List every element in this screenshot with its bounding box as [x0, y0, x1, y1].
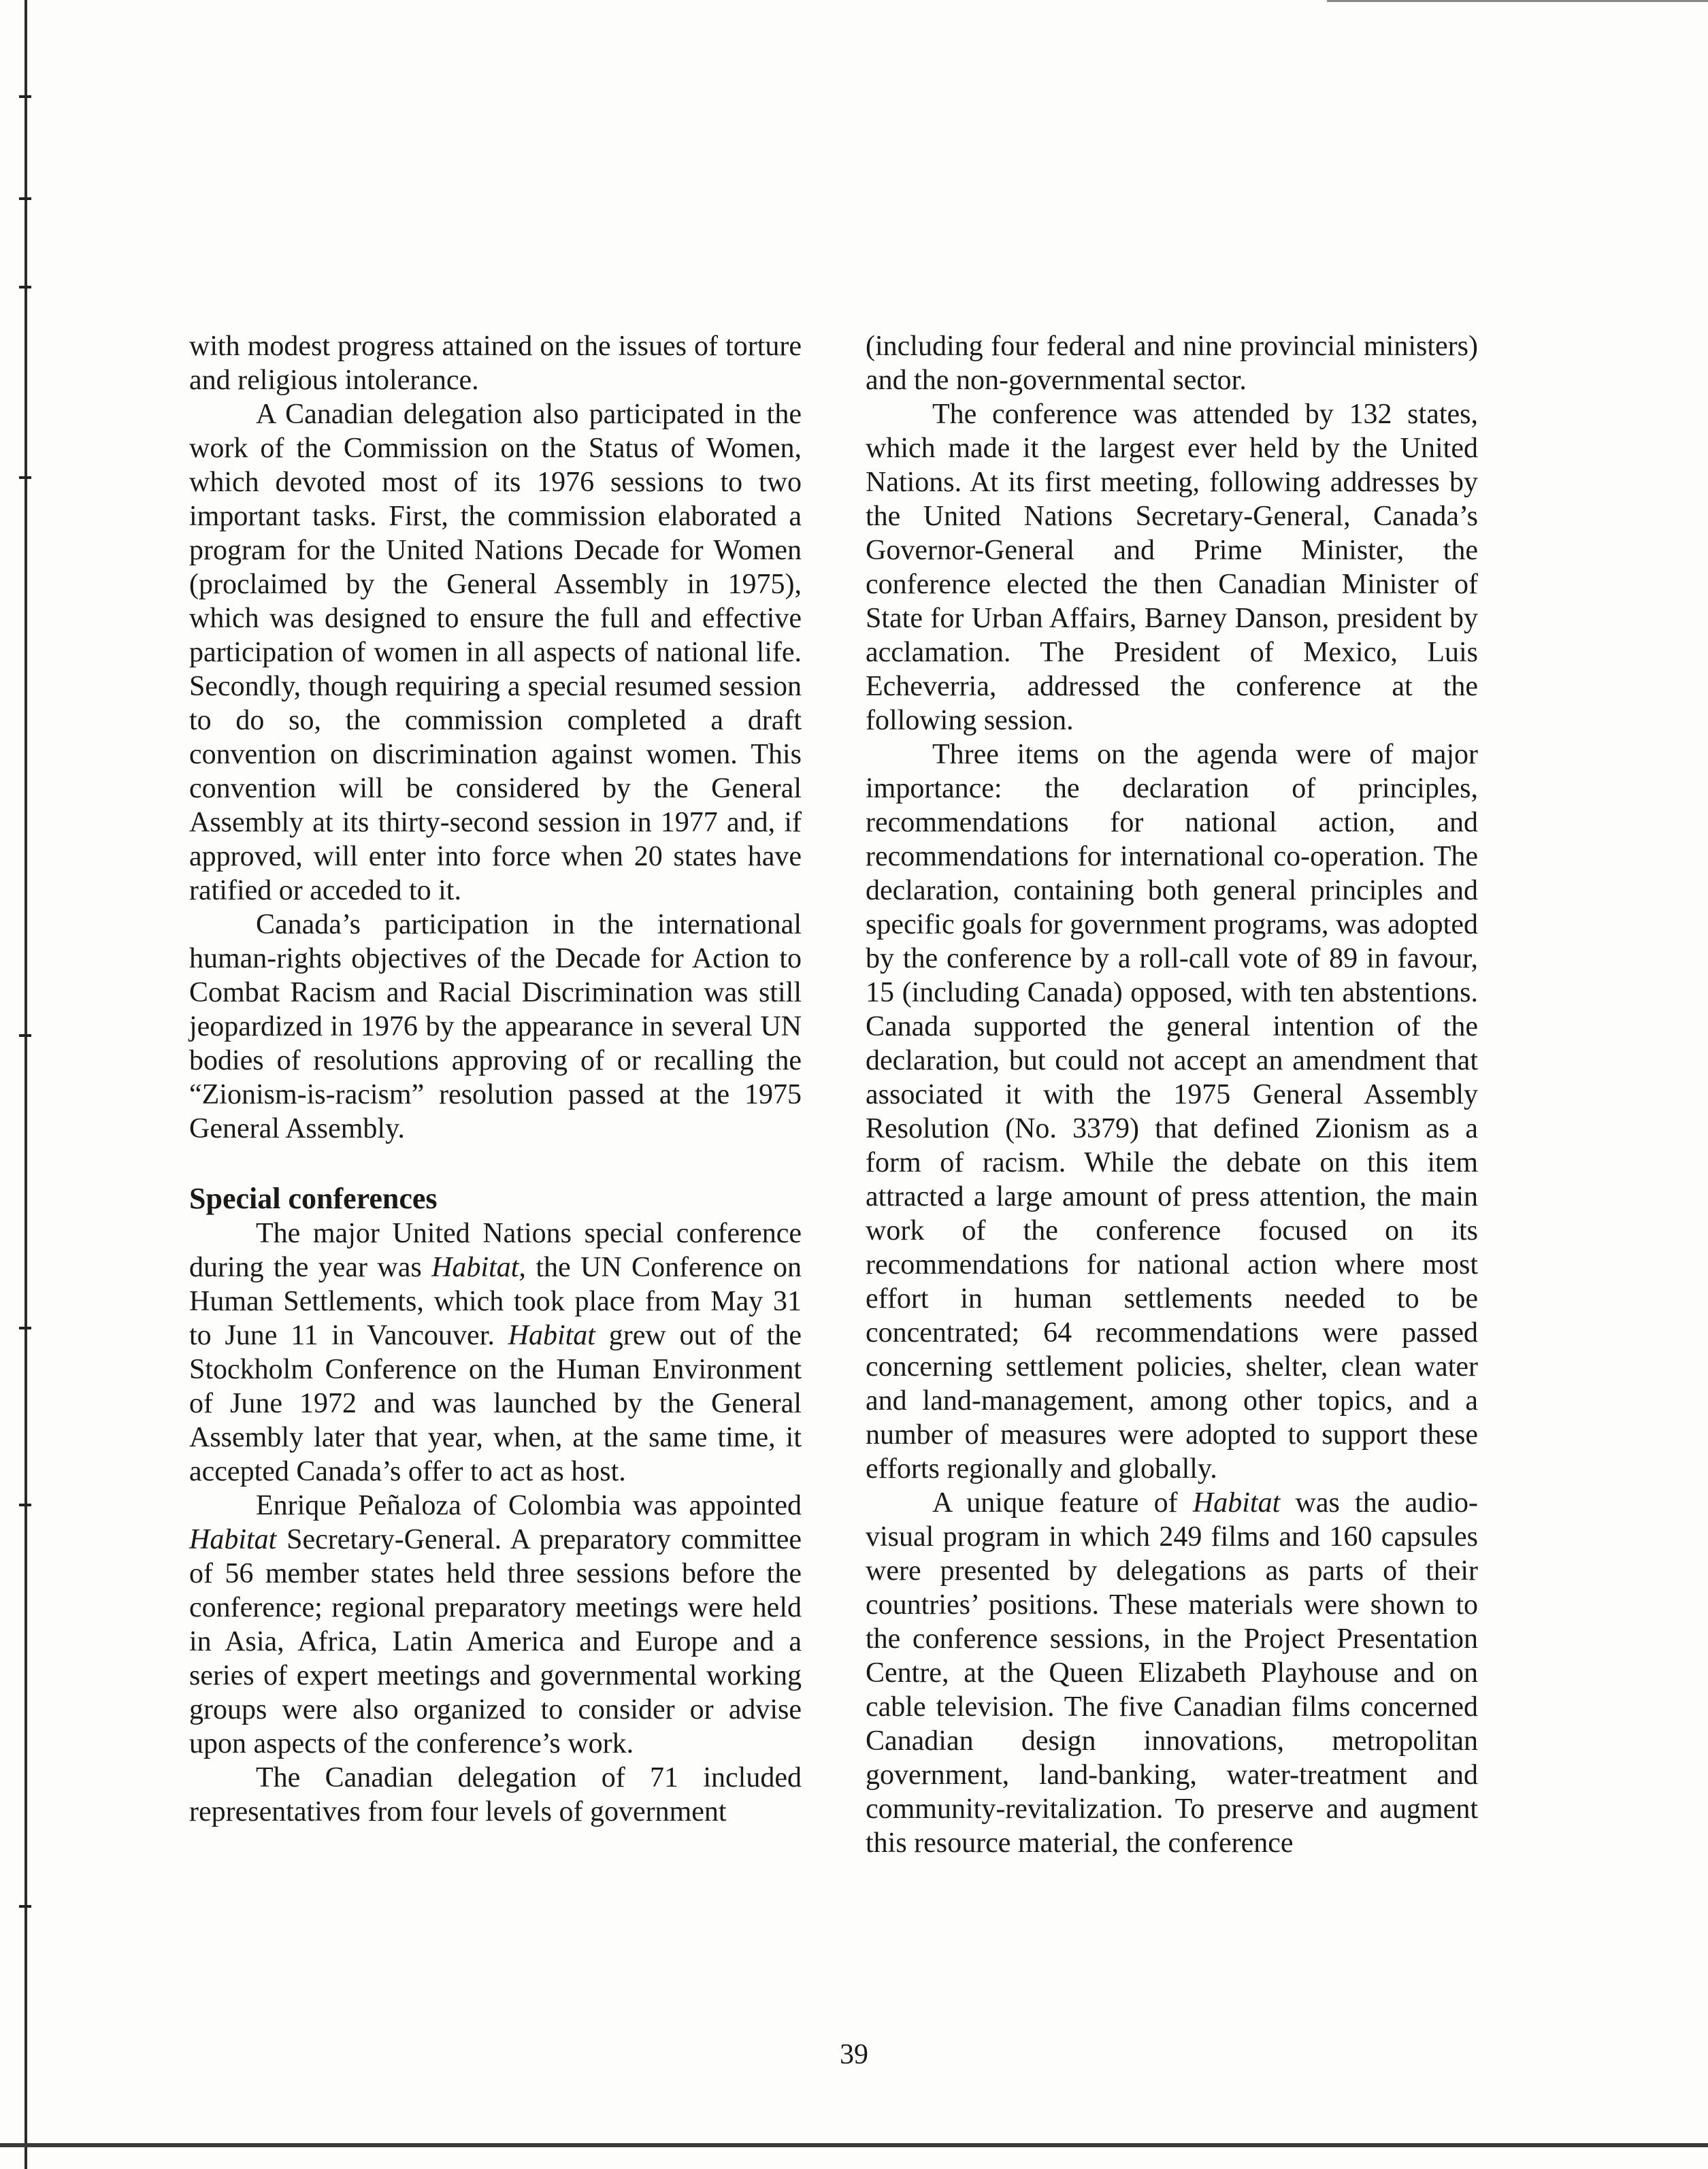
- text-run: Secretary-General. A preparatory committee of 56 member states held three sessions before the conference; regional preparatory meetings were held in Asia, Africa, Latin America and Europe and a series of expert meetings and governmental working groups were also organized to consider or advise upon aspects of the conference’s work.: [189, 1524, 802, 1759]
- text-run: The major United Nations special conference during the year was: [189, 1218, 802, 1283]
- text-run: A unique feature of: [932, 1487, 1193, 1519]
- binding-mark: [19, 1327, 31, 1329]
- binding-mark: [19, 1034, 31, 1037]
- paragraph: [866, 1486, 1478, 1860]
- binding-mark: [19, 1905, 31, 1908]
- paragraph: Canada’s participation in the international human-rights objectives of the Decade for Action to Combat Racism and Racial Discrimination was still jeopardized in 1976 by the appearance in several UN bodies of resolutions approving of or recalling the “Zionism-is-racism” resolution passed at the 1975 General Assembly.: [189, 909, 802, 1144]
- binding-mark: [19, 286, 31, 288]
- text-run: was the audio-visual program in which 249 films and 160 capsules were presented by delegations as parts of their countries’ positions. These materials were shown to the conference sessions, in the Project Presentation Centre, at the Queen Elizabeth Playhouse and on cable television. The five Canadian films concerned Canadian design innovations, metropolitan government, land-banking, water-treatment and community-revitalization. To preserve and augment this resource material, the conference: [866, 1487, 1478, 1859]
- scan-edge-left: [24, 0, 27, 2169]
- binding-mark: [19, 197, 31, 200]
- binding-mark: [19, 1504, 31, 1506]
- paragraph: A Canadian delegation also participated in the work of the Commission on the Status of Women, which devoted most of its 1976 sessions to two important tasks. First, the commission elaborated a program for the United Nations Decade for Women (proclaimed by the General Assembly in 1975), which was designed to ensure the full and effective participation of women in all aspects of national life. Secondly, though requiring a special resumed session to do so, the commission completed a draft convention on discrimination against women. This convention will be considered by the General Assembly at its thirty-second session in 1977 and, if approved, will enter into force when 20 states have ratified or acceded to it.: [189, 399, 802, 906]
- right-column: [866, 329, 1478, 1860]
- left-column: [189, 329, 802, 1829]
- text-run: the UN Conference on Human Settlements, which took place from May 31 to June 11 in Vancouver.: [189, 1252, 802, 1351]
- paragraph: The Canadian delegation of 71 included representatives from four levels of government: [189, 1762, 802, 1827]
- binding-mark: [19, 95, 31, 98]
- text-run: Enrique Peñaloza of Colombia was appointed: [256, 1490, 802, 1521]
- paragraph: with modest progress attained on the issues of torture and religious intolerance.: [189, 331, 802, 396]
- paragraph: The conference was attended by 132 states, which made it the largest ever held by the United Nations. At its first meeting, following addresses by the United Nations Secretary-General, Canada’s Governor-General and Prime Minister, the conference elected the then Canadian Minister of State for Urban Affairs, Barney Danson, president by acclamation. The President of Mexico, Luis Echeverria, addressed the conference at the following session.: [866, 399, 1478, 736]
- italic-title: Habitat: [1192, 1487, 1281, 1519]
- italic-title: Habitat: [508, 1320, 595, 1351]
- paragraph: [189, 1489, 802, 1761]
- binding-mark: [19, 476, 31, 479]
- scan-edge-top: [1327, 0, 1708, 2]
- italic-title: Habitat,: [431, 1252, 526, 1283]
- page-number: 39: [840, 2039, 868, 2070]
- section-heading: Special conferences: [189, 1182, 438, 1215]
- paragraph: Three items on the agenda were of major importance: the declaration of principles, recommendations for national action, and recommendations for international co-operation. The declaration, containing both general principles and specific goals for government programs, was adopted by the conference by a roll-call vote of 89 in favour, 15 (including Canada) opposed, with ten abstentions. Canada supported the general intention of the declaration, but could not accept an amendment that associated it with the 1975 General Assembly Resolution (No. 3379) that defined Zionism as a form of racism. While the debate on this item attracted a large amount of press attention, the main work of the conference focused on its recommendations for national action where most effort in human settlements needed to be concentrated; 64 recommendations were passed concerning settlement policies, shelter, clean water and land-management, among other topics, and a number of measures were adopted to support these efforts regionally and globally.: [866, 739, 1478, 1485]
- paragraph: [189, 1216, 802, 1489]
- scan-edge-bottom: [0, 2143, 1708, 2147]
- paragraph: (including four federal and nine provincial ministers) and the non-governmental sector.: [866, 331, 1478, 396]
- text-run: grew out of the Stockholm Conference on the Human Environment of June 1972 and was launched by the General Assembly later that year, when, at the same time, it accepted Canada’s offer to act as host.: [189, 1320, 802, 1487]
- italic-title: Habitat: [189, 1524, 277, 1555]
